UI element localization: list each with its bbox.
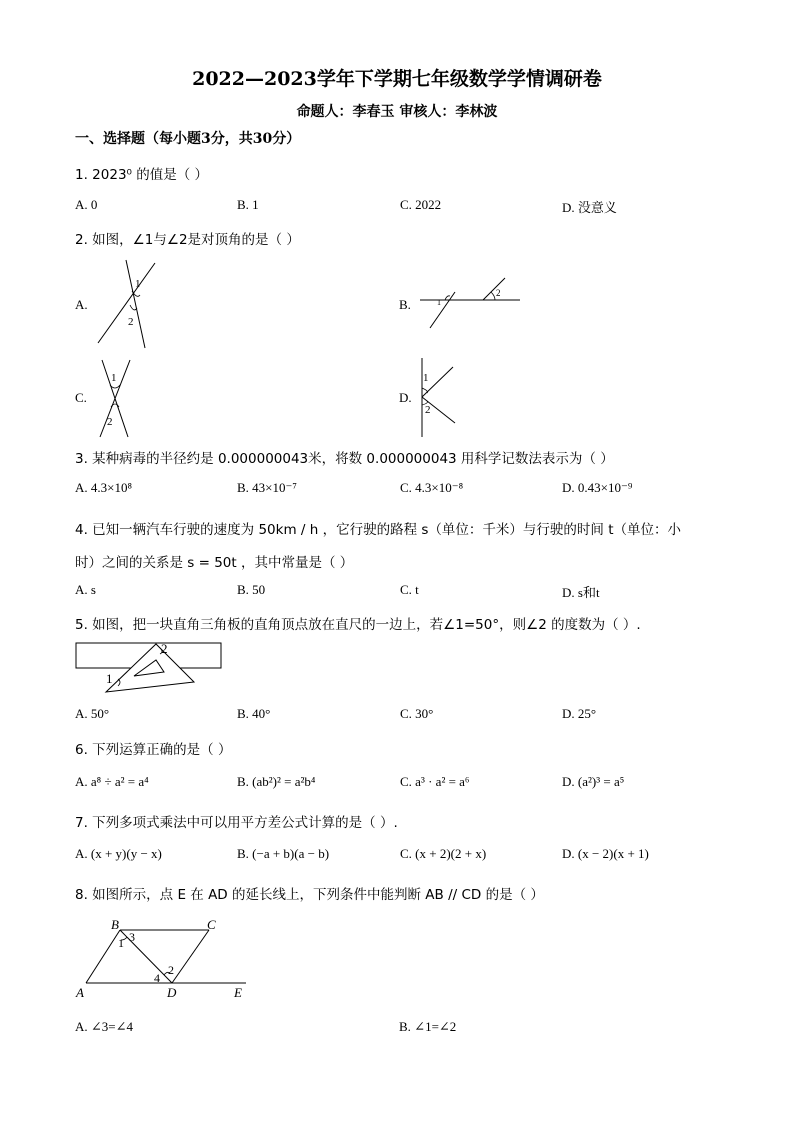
question-2-stem: 2. 如图，∠1与∠2是对顶角的是（ ） bbox=[75, 232, 300, 248]
question-5-stem: 5. 如图，把一块直角三角板的直角顶点放在直尺的一边上，若∠1=50°，则∠2 的度数为（ ）. bbox=[75, 617, 641, 633]
q2-option-c: C. bbox=[75, 390, 87, 405]
q2-option-d: D. bbox=[399, 390, 412, 405]
q7-option-a: A. (x + y)(y − x) bbox=[75, 846, 162, 861]
page-title: 2022—2023学年下学期七年级数学学情调研卷 bbox=[192, 68, 602, 90]
q8-label-e: E bbox=[234, 985, 242, 1000]
question-6-stem: 6. 下列运算正确的是（ ） bbox=[75, 742, 232, 758]
q8-label-1: 1 bbox=[118, 936, 124, 950]
q7-option-d: D. (x − 2)(x + 1) bbox=[562, 846, 649, 861]
q2d-label-2: 2 bbox=[425, 404, 431, 416]
q2-option-b: B. bbox=[399, 297, 411, 312]
q2-figure-d bbox=[415, 355, 470, 440]
q6-option-a: A. a⁸ ÷ a² = a⁴ bbox=[75, 774, 149, 789]
q2b-label-1: 1 bbox=[437, 298, 441, 307]
q2-figure-b bbox=[415, 272, 525, 332]
q2a-label-2: 2 bbox=[128, 316, 134, 328]
q1-option-c: C. 2022 bbox=[400, 197, 442, 212]
q8-label-b: B bbox=[111, 917, 119, 932]
q8-label-d: D bbox=[167, 985, 177, 1000]
q7-option-b: B. (−a + b)(a − b) bbox=[237, 846, 330, 861]
q5-figure-ruler-triangle bbox=[74, 638, 226, 696]
question-4-stem-line2: 时）之间的关系是 s = 50t ，其中常量是（ ） bbox=[75, 555, 354, 571]
authors-line: 命题人：李春玉 审核人：李林波 bbox=[296, 104, 498, 120]
q2c-label-2: 2 bbox=[107, 416, 113, 428]
q5-option-a: A. 50° bbox=[75, 706, 110, 721]
q3-option-b: B. 43×10⁻⁷ bbox=[237, 480, 297, 495]
question-3-stem: 3. 某种病毒的半径约是 0.000000043米，将数 0.000000043 用科学记数法表示为（ ） bbox=[75, 451, 614, 467]
q5-label-2: 2 bbox=[161, 641, 168, 656]
q8-label-3: 3 bbox=[129, 930, 135, 944]
q8-figure-parallelogram bbox=[74, 913, 254, 1005]
q5-option-b: B. 40° bbox=[237, 706, 271, 721]
q2d-label-1: 1 bbox=[423, 372, 429, 384]
q1-option-a: A. 0 bbox=[75, 197, 98, 212]
q2b-label-2: 2 bbox=[496, 288, 501, 298]
q8-label-2: 2 bbox=[168, 963, 174, 977]
q8-label-c: C bbox=[207, 917, 216, 932]
q4-option-b: B. 50 bbox=[237, 582, 266, 597]
q2-figure-a bbox=[90, 255, 160, 350]
question-8-stem: 8. 如图所示，点 E 在 AD 的延长线上，下列条件中能判断 AB // CD 的是（ ） bbox=[75, 887, 544, 903]
q2a-label-1: 1 bbox=[135, 278, 141, 290]
q5-label-1: 1 bbox=[106, 671, 113, 686]
q4-option-c: C. t bbox=[400, 582, 419, 597]
q1-option-d: D. 没意义 bbox=[562, 200, 617, 215]
q8-option-a: A. ∠3=∠4 bbox=[75, 1019, 134, 1034]
q4-option-a: A. s bbox=[75, 582, 96, 597]
q6-option-b: B. (ab²)² = a²b⁴ bbox=[237, 774, 316, 789]
q6-option-d: D. (a²)³ = a⁵ bbox=[562, 774, 625, 789]
question-7-stem: 7. 下列多项式乘法中可以用平方差公式计算的是（ ）. bbox=[75, 815, 398, 831]
q4-option-d: D. s和t bbox=[562, 585, 600, 600]
q8-label-a: A bbox=[76, 985, 84, 1000]
q2c-label-1: 1 bbox=[111, 372, 117, 384]
q8-option-b: B. ∠1=∠2 bbox=[399, 1019, 457, 1034]
section-heading: 一、选择题（每小题3分，共30分） bbox=[75, 131, 301, 147]
q2-option-a: A. bbox=[75, 297, 88, 312]
q8-label-4: 4 bbox=[154, 971, 160, 985]
q5-option-d: D. 25° bbox=[562, 706, 597, 721]
q7-option-c: C. (x + 2)(2 + x) bbox=[400, 846, 487, 861]
q2-figure-c bbox=[90, 355, 145, 440]
q5-option-c: C. 30° bbox=[400, 706, 434, 721]
q1-option-b: B. 1 bbox=[237, 197, 259, 212]
question-1-stem: 1. 2023⁰ 的值是（ ） bbox=[75, 167, 209, 183]
question-4-stem-line1: 4. 已知一辆汽车行驶的速度为 50km / h ，它行驶的路程 s（单位：千米）与行驶的时间 t（单位：小 bbox=[75, 522, 681, 538]
q3-option-d: D. 0.43×10⁻⁹ bbox=[562, 480, 633, 495]
q3-option-c: C. 4.3×10⁻⁸ bbox=[400, 480, 464, 495]
q6-option-c: C. a³ · a² = a⁶ bbox=[400, 774, 470, 789]
q3-option-a: A. 4.3×10⁸ bbox=[75, 480, 133, 495]
